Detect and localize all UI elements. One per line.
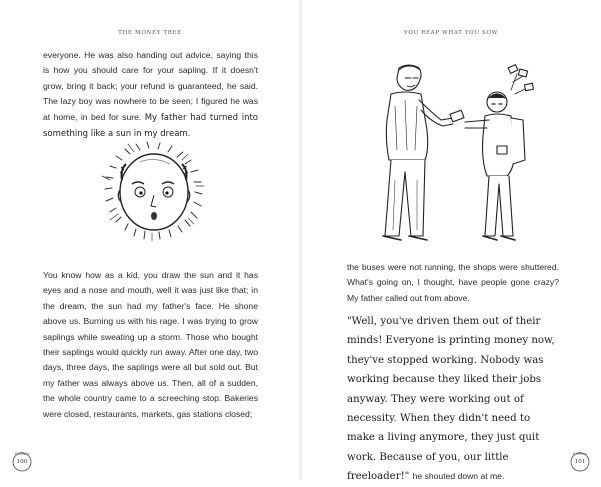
page-number-right-text: 101 (574, 459, 586, 465)
page-number-left (11, 450, 33, 472)
page-number-right (569, 450, 591, 472)
right-paragraph-top: the buses were not running, the shops were shuttered. What's going on, I thought, have people gone crazy? My father called out from above. (347, 262, 559, 303)
running-head-left: THE MONEY TREE (118, 30, 182, 36)
money-trade-illustration (361, 60, 541, 255)
left-paragraph-bottom: You know how as a kid, you draw the sun and it has eyes and a nose and mouth, well it was just like that; in the dream, the sun had my father's face. He shone above us. Burning us with his rage. I was trying to grow saplings while sweating up a storm. Those who bought their saplings would quickly run away. After one day, two days, three days, the saplings were all but sold out. But my father was always above us. Then, all of a sudden, the whole country came to a screeching stop. Bakeries were closed, restaurants, markets, gas stations closed; (43, 270, 258, 419)
folio-tag-right: BEGUN (572, 452, 588, 456)
father-quote (347, 312, 561, 487)
left-paragraph-top-handwritten: My father had turned into something like a sun in my dream. (43, 112, 258, 140)
right-page (301, 0, 601, 483)
folio-tag-left: BEGUN (14, 452, 30, 456)
page-number-left-text: 100 (16, 459, 28, 465)
left-paragraph-top-print: everyone. He was also handing out advice, saying this is how you should care for your sapling. If it doesn't grow, bring it back; your refund is guaranteed, he said. The lazy boy was nowhere to be seen; I figured he was at home, in bed for sure. (43, 50, 258, 122)
left-page (0, 0, 300, 480)
father-quote-tail: he shouted down at me. (412, 471, 505, 482)
running-head-right: YOU REAP WHAT YOU SOW (403, 30, 499, 36)
sun-face-illustration (70, 140, 228, 258)
father-quote-text: "Well, you've driven them out of their minds! Everyone is printing money now, they've stopped working. Nobody was working because they liked their jobs anyway. They were working out of necessity. When they didn't need to make a living anymore, they just quit work. Because of you, our little freeloader!" (347, 316, 555, 483)
left-paragraph-top (43, 48, 258, 142)
